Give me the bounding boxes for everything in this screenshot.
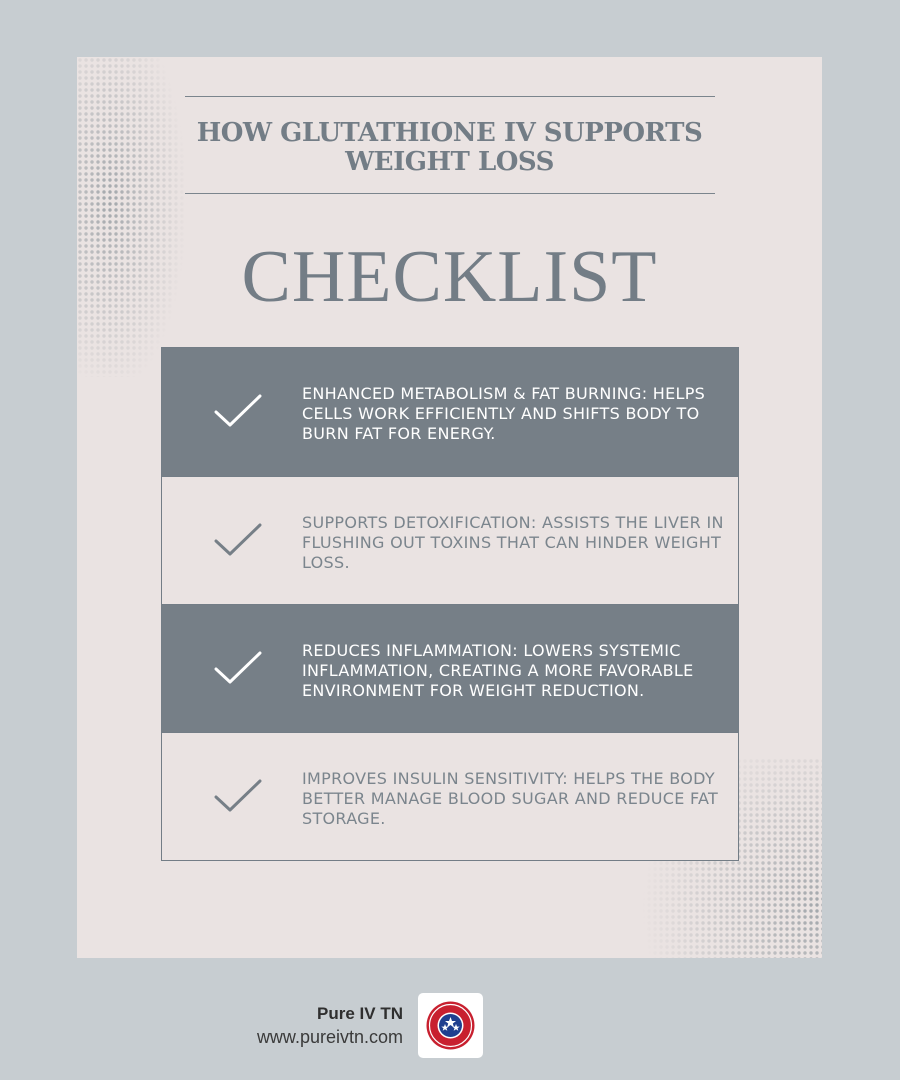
checklist-item bbox=[162, 732, 738, 860]
divider-top bbox=[185, 96, 715, 97]
checklist-card bbox=[77, 57, 822, 958]
subtitle-line: WEIGHT LOSS bbox=[345, 147, 554, 177]
website-link[interactable]: www.pureivtn.com bbox=[256, 1027, 403, 1047]
page-subtitle bbox=[167, 119, 732, 177]
checklist bbox=[161, 347, 739, 861]
brand-logo bbox=[418, 993, 483, 1058]
checkmark-icon bbox=[212, 392, 264, 432]
checkmark-icon bbox=[212, 521, 264, 561]
checkmark-icon bbox=[212, 777, 264, 817]
checkmark-icon bbox=[212, 649, 264, 689]
checklist-item-text: REDUCES INFLAMMATION: LOWERS SYSTEMIC INFLAMMATION, CREATING A MORE FAVORABLE ENVIRONMENT FOR WEIGHT REDUCTION. bbox=[302, 641, 694, 700]
checklist-item bbox=[162, 476, 738, 604]
checklist-item bbox=[162, 348, 738, 476]
checklist-item-text: ENHANCED METABOLISM & FAT BURNING: HELPS CELLS WORK EFFICIENTLY AND SHIFTS BODY TO BURN FAT FOR ENERGY. bbox=[302, 384, 706, 443]
page-title: CHECKLIST bbox=[241, 236, 658, 318]
halftone-dots-decoration bbox=[77, 57, 207, 377]
checklist-item-text: SUPPORTS DETOXIFICATION: ASSISTS THE LIVER IN FLUSHING OUT TOXINS THAT CAN HINDER WEIGHT LOSS. bbox=[302, 513, 724, 572]
checklist-item-text: IMPROVES INSULIN SENSITIVITY: HELPS THE BODY BETTER MANAGE BLOOD SUGAR AND REDUCE FAT STORAGE. bbox=[302, 769, 719, 828]
brand-name: Pure IV TN bbox=[317, 1004, 403, 1023]
subtitle-line: HOW GLUTATHIONE IV SUPPORTS bbox=[196, 118, 703, 148]
divider-bottom bbox=[185, 193, 715, 194]
checklist-item bbox=[162, 604, 738, 732]
pure-iv-tennessee-logo-icon bbox=[418, 993, 483, 1058]
